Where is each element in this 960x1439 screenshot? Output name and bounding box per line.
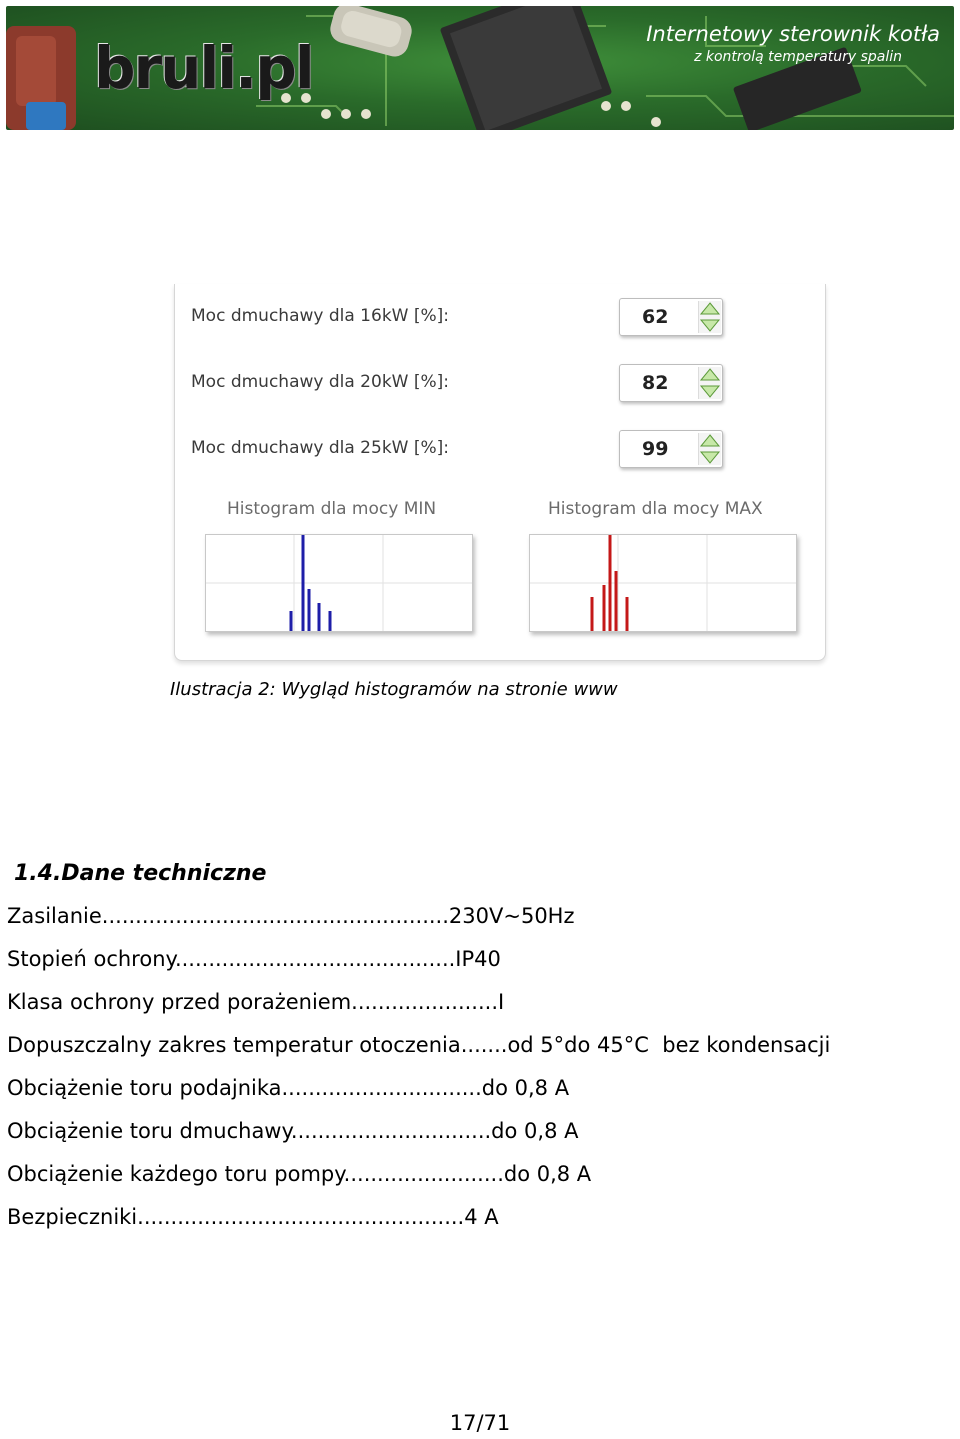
blower-25kw-value: 99 [642,438,669,460]
banner-subtagline: z kontrolą temperatury spalin [694,49,902,65]
blower-25kw-label: Moc dmuchawy dla 25kW [%]: [191,438,450,458]
arrow-up-icon[interactable] [701,369,719,380]
histogram-max-title: Histogram dla mocy MAX [548,499,763,519]
blower-16kw-spinner[interactable] [619,298,723,336]
arrow-up-icon[interactable] [701,435,719,446]
arrow-up-icon[interactable] [701,303,719,314]
spec-line: Stopień ochrony..........................................IP40 [7,947,501,971]
arrow-down-icon[interactable] [701,452,719,463]
figure-caption: Ilustracja 2: Wygląd histogramów na stronie www [170,679,618,700]
spec-line: Obciążenie toru dmuchawy..............................do 0,8 A [7,1119,579,1143]
blower-20kw-spinner[interactable] [619,364,723,402]
page-number: 17/71 [449,1411,511,1435]
spec-line: Obciążenie każdego toru pompy........................do 0,8 A [7,1162,592,1186]
arrow-down-icon[interactable] [701,386,719,397]
spec-line: Zasilanie....................................................230V~50Hz [7,904,575,928]
spec-line: Dopuszczalny zakres temperatur otoczenia.......od 5°do 45°C bez kondensacji [7,1033,831,1057]
blower-20kw-label: Moc dmuchawy dla 20kW [%]: [191,372,450,392]
brand-logo: bruli.pl [94,34,313,102]
arrow-down-icon[interactable] [701,320,719,331]
banner-tagline: Internetowy sterownik kotła [646,22,940,46]
blower-16kw-value: 62 [642,306,669,328]
section-heading: 1.4.Dane techniczne [14,861,267,886]
histogram-max-chart [529,534,797,632]
histogram-min-chart [205,534,473,632]
histogram-settings-panel [174,284,826,661]
blower-20kw-value: 82 [642,372,669,394]
spec-line: Obciążenie toru podajnika..............................do 0,8 A [7,1076,570,1100]
spec-line: Bezpieczniki.................................................4 A [7,1205,499,1229]
blower-16kw-label: Moc dmuchawy dla 16kW [%]: [191,306,450,326]
header-banner [6,6,954,130]
blower-25kw-spinner[interactable] [619,430,723,468]
histogram-min-title: Histogram dla mocy MIN [227,499,437,519]
spec-line: Klasa ochrony przed porażeniem......................I [7,990,505,1014]
